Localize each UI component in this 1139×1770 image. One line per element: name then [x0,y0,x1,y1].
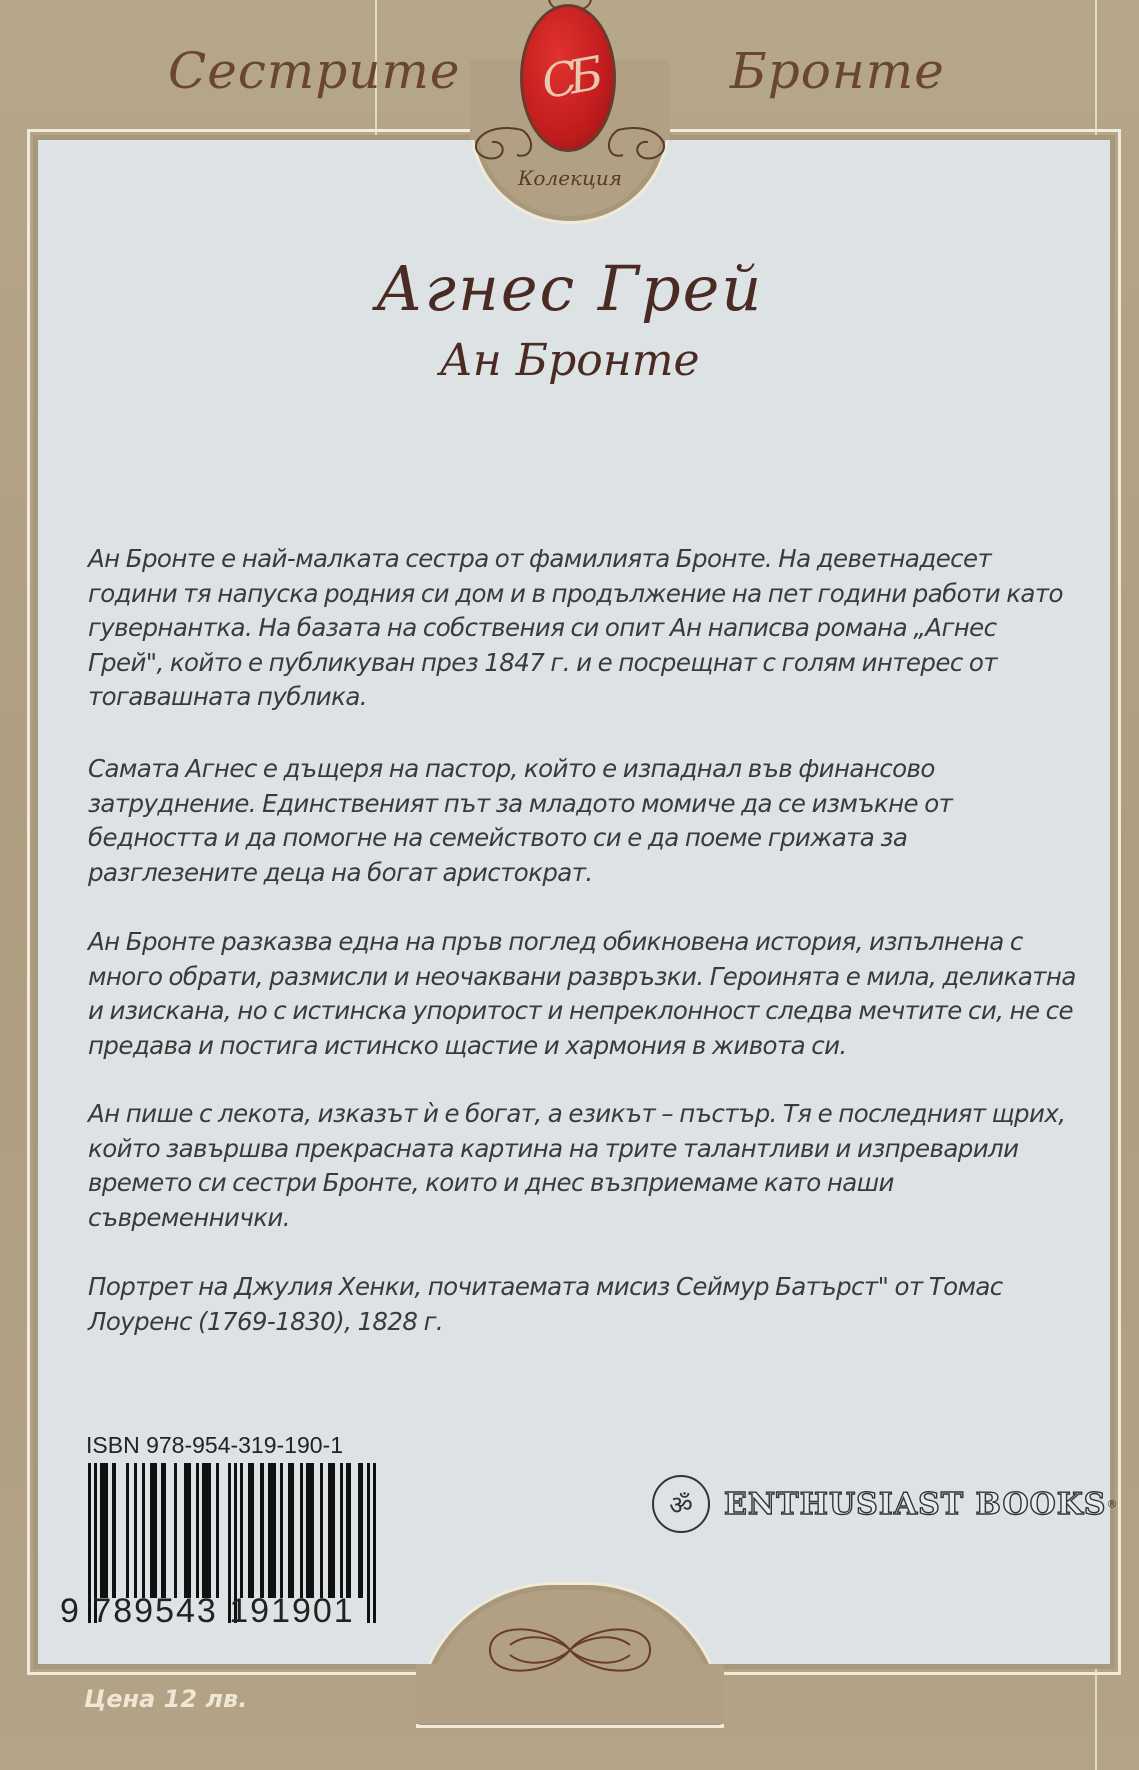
collection-label: Колекция [517,166,623,190]
book-author: Ан Бронте [439,335,700,386]
series-title-right: Бронте [730,42,945,100]
emblem-scroll-ornament-icon [462,110,678,170]
price-label: Цена 12 лв. [84,1685,248,1713]
publisher-logo [652,1475,1117,1533]
registered-mark: ® [1106,1497,1118,1511]
series-title-left: Сестрите [168,42,461,100]
book-title: Агнес Грей [375,252,764,325]
emblem-monogram: СБ [537,46,599,110]
blurb-paragraph: Ан пише с лекота, изказът ѝ е богат, а езикът – пъстър. Тя е последният щрих, който завършва прекрасната картина на трите талантливи и изпреварили времето си сестри Бронте, които и днес възприемаме като наши съвременнички. [88,1099,1066,1232]
flourish-ornament-icon [470,1615,670,1685]
cover-art-credit: Портрет на Джулия Хенки, почитаемата мисиз Сеймур Батърст" от Томас Лоуренс (1769-1830), 1828 г. [88,1272,1003,1336]
isbn-label: ISBN 978-954-319-190-1 [86,1432,343,1458]
blurb-paragraph: Ан Бронте е най-малката сестра от фамилията Бронте. На деветнадесет години тя напуска родния си дом и в продължение на пет години работи като гувернантка. На базата на собствения си опит Ан написва романа „Агнес Грей", който е публикуван през 1847 г. и е посрещнат с голям интерес от тогавашната публика. [88,544,1063,711]
blurb-paragraph: Ан Бронте разказва една на пръв поглед обикновена история, изпълнена с много обрати, размисли и неочаквани развръзки. Героинята е мила, деликатна и изискана, но с истинска упоритост и непреклонност следва мечтите си, не се предава и постига истинско щастие и хармония в живота си. [88,927,1076,1060]
publisher-om-icon: ॐ [652,1475,710,1533]
publisher-name: ENTHUSIAST BOOKS [724,1486,1107,1522]
barcode-digits: 9 789543 191901 [60,1592,355,1630]
blurb-paragraph: Самата Агнес е дъщеря на пастор, който е изпаднал във финансово затруднение. Единственият път за младото момиче да се измъкне от бедността и да помогне на семейството си е да поеме грижата за разглезените деца на богат аристократ. [88,754,953,887]
